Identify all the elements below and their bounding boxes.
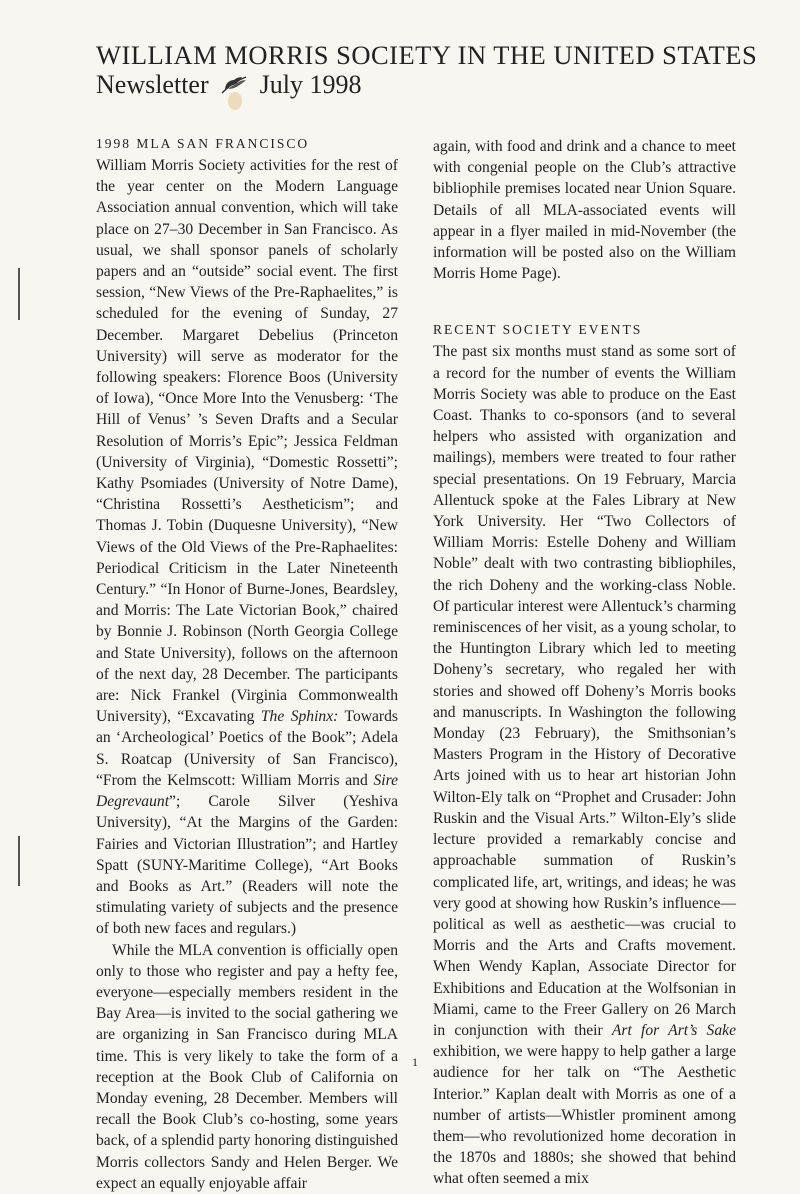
events-italic-title: Art for Art’s Sake xyxy=(611,1021,736,1039)
masthead xyxy=(96,40,756,100)
section-heading-mla: 1998 MLA SAN FRANCISCO xyxy=(96,136,310,151)
issue-date: July 1998 xyxy=(259,70,362,99)
mla-paragraph-2: While the MLA convention is officially open only to those who register and pay a hefty fee, everyone—especially members resident in the Bay Area—is invited to the social gathering we are organizing in San Francisco during MLA time. This is very likely to take the form of a reception at the Book Club of California on Monday evening, 28 December. Members will recall the Book Club’s co-hosting, some years back, of a splendid party honoring distinguished Morris collectors Sandy and Helen Berger. We expect an equally enjoyable affair xyxy=(96,941,398,1192)
section-heading-recent-events: RECENT SOCIETY EVENTS xyxy=(433,322,643,338)
events-paragraph-1 xyxy=(433,341,736,1189)
margin-mark-left-top xyxy=(18,268,20,320)
left-column xyxy=(96,136,398,1194)
mla-italic-sphinx: The Sphinx: xyxy=(260,708,339,726)
newsletter-label: Newsletter xyxy=(96,70,209,99)
mla-paragraph-1 xyxy=(96,155,398,940)
right-column xyxy=(433,136,736,1190)
mla-text-c: ”; Carole Silver (Yeshiva University), “At the Margins of the Garden: Fairies and Victorian Illustration”; and Hartley Spatt (SUNY-Maritime College), “Art Books and Books as Art.” (Readers will note the stimulating variety of subjects and the presence of both new faces and regulars.) xyxy=(96,793,398,938)
newsletter-title: WILLIAM MORRIS SOCIETY IN THE UNITED STATES xyxy=(96,40,758,70)
mla-text-a: William Morris Society activities for the rest of the year center on the Modern Language Association annual convention, which will take place on 27–30 December in San Francisco. As usual, we shall sponsor panels of scholarly papers and an “outside” social event. The first session, “New Views of the Pre-Raphaelites,” is scheduled for the evening of Sunday, 27 December. Margaret Debelius (Princeton University) will serve as moderator for the following speakers: Florence Boos (University of Iowa), “Once More Into the Venusberg: ‘The Hill of Venus’ ’s Seven Drafts and a Secular Resolution of Morris’s Epic”; Jessica Feldman (University of Virginia), “Domestic Rossetti”; Kathy Psomiades (University of Notre Dame), “Christina Rossetti’s Aestheticism”; and Thomas J. Tobin (Duquesne University), “New Views of the Old Views of the Pre-Raphaelites: Periodical Criticism in the Later Nineteenth Century.” “In Honor of Burne-Jones, Beardsley, and Morris: The Late Victorian Book,” chaired by Bonnie J. Robinson (North Georgia College and State University), follows on the afternoon of the next day, 28 December. The participants are: Nick Frankel (Virginia Commonwealth University), “Excavating xyxy=(96,157,398,726)
issue-line xyxy=(96,70,756,100)
events-text-a: The past six months must stand as some sort of a record for the number of events the William Morris Society was able to produce on the East Coast. Thanks to co-sponsors (and to several helpers who assisted with organization and mailings), members were treated to four rather special presentations. On 19 February, Marcia Allentuck spoke at the Fales Library at New York University. Her “Two Collectors of William Morris: Estelle Doheny and William Noble” dealt with two contrasting bibliophiles, the rich Doheny and the working-class Noble. Of particular interest were Allentuck’s charming reminiscences of her visit, as a young scholar, to the Huntington Library which led to meeting Doheny’s secretary, who regaled her with stories and showed off Doheny’s Morris books and manuscripts. In Washington the following Monday (23 February), the Smithsonian’s Masters Program in the History of Decorative Arts joined with us to hear art historian John Wilton-Ely talk on “Prophet and Crusader: John Ruskin and the Visual Arts.” Wilton-Ely’s slide lecture provided a remarkably concise and approachable summation of Ruskin’s complicated life, art, writings, and ideas; he was very good at showing how Ruskin’s influence—political as well as aesthetic—was crucial to Morris and the Arts and Crafts movement. When Wendy Kaplan, Associate Director for Exhibitions and Education at the Wolfsonian in Miami, came to the Freer Gallery on 26 March in conjunction with their xyxy=(433,343,736,1039)
margin-mark-left-bottom xyxy=(18,836,20,886)
events-text-b: exhibition, we were happy to help gather a large audience for her talk on “The Aesthetic Interior.” Kaplan dealt with Morris as one of a number of artists—Whistler prominent among them—who revolutionized home decoration in the 1870s and 1880s; she showed that behind what often seemed a mix xyxy=(433,1043,736,1188)
page-number: 1 xyxy=(412,1055,418,1069)
mla-italic-degrevaunt: Sire Degrevaunt xyxy=(96,771,398,811)
mla-text-b: Towards an ‘Archeological’ Poetics of the Book”; Adela S. Roatcap (University of San Francisco), “From the Kelmscott: William Morris and xyxy=(96,708,398,789)
leaf-ornament-icon xyxy=(219,74,249,96)
mla-paragraph-2-continued: again, with food and drink and a chance to meet with congenial people on the Club’s attractive bibliophile premises located near Union Square. Details of all MLA-associated events will appear in a flyer mailed in mid-November (the information will be posted also on the William Morris Home Page). xyxy=(433,138,736,283)
